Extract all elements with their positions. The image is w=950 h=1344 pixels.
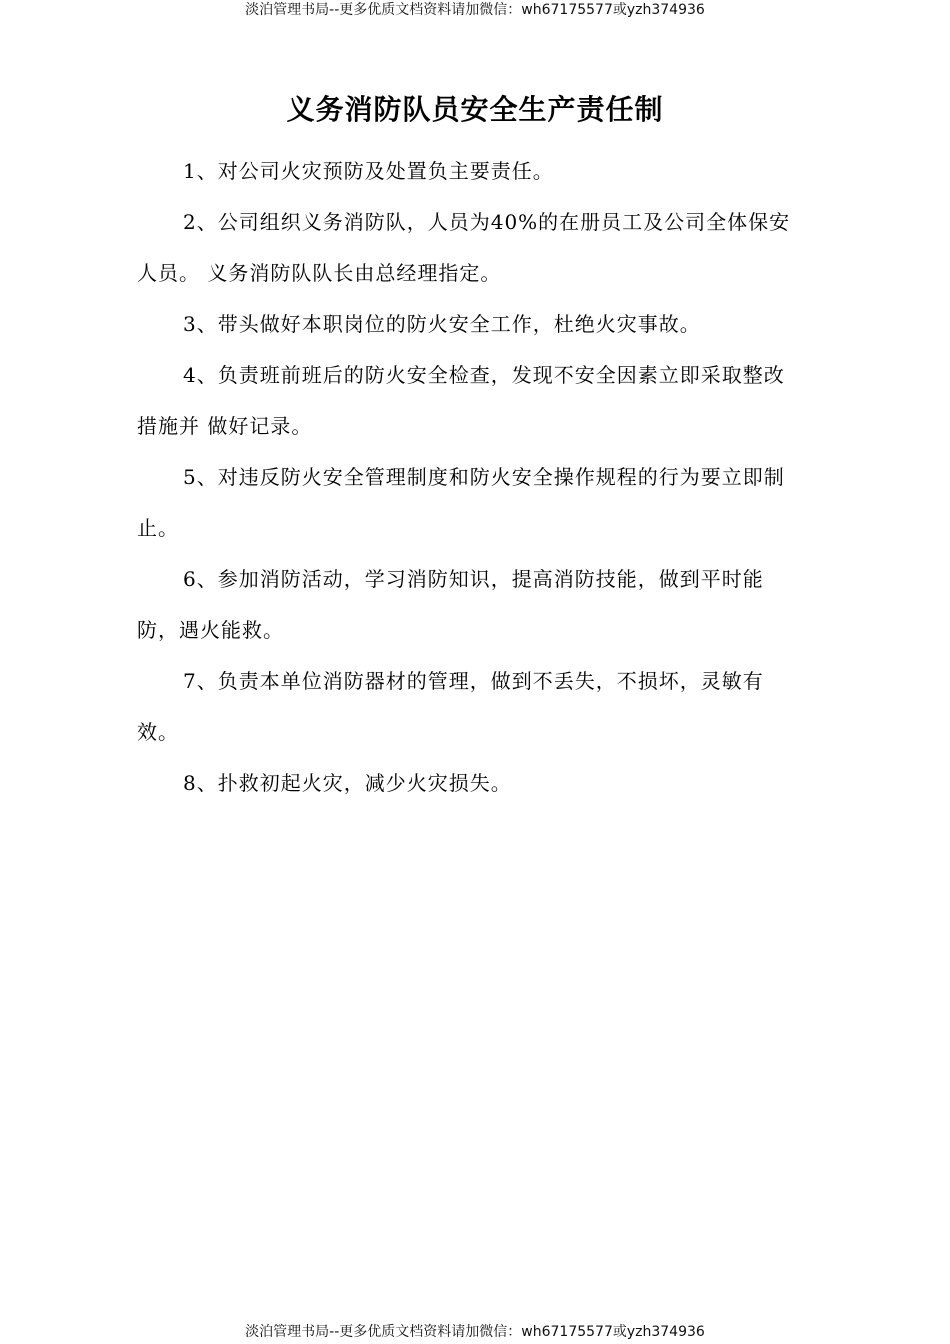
- document-title: 义务消防队员安全生产责任制: [286, 93, 664, 126]
- clause-8: 8、扑救初起火灾，减少火灾损失。: [183, 771, 512, 795]
- clause-2: 2、公司组织义务消防队，人员为40%的在册员工及公司全体保安人员。 义务消防队队长由总经理指定。: [137, 210, 791, 285]
- document-body: [137, 146, 797, 809]
- clause-3: 3、带头做好本职岗位的防火安全工作，杜绝火灾事故。: [183, 312, 701, 336]
- clause-7: 7、负责本单位消防器材的管理，做到不丢失，不损坏，灵敏有效。: [137, 669, 764, 744]
- clause-5: 5、对违反防火安全管理制度和防火安全操作规程的行为要立即制止。: [137, 465, 785, 540]
- clause-1: 1、对公司火灾预防及处置负主要责任。: [183, 159, 554, 183]
- clause-6: 6、参加消防活动，学习消防知识，提高消防技能，做到平时能防，遇火能救。: [137, 567, 764, 642]
- page-footer: 淡泊管理书局--更多优质文档资料请加微信：wh67175577或yzh374936: [245, 1324, 705, 1340]
- page-header: 淡泊管理书局--更多优质文档资料请加微信：wh67175577或yzh374936: [245, 2, 705, 18]
- clause-4: 4、负责班前班后的防火安全检查，发现不安全因素立即采取整改措施并 做好记录。: [137, 363, 785, 438]
